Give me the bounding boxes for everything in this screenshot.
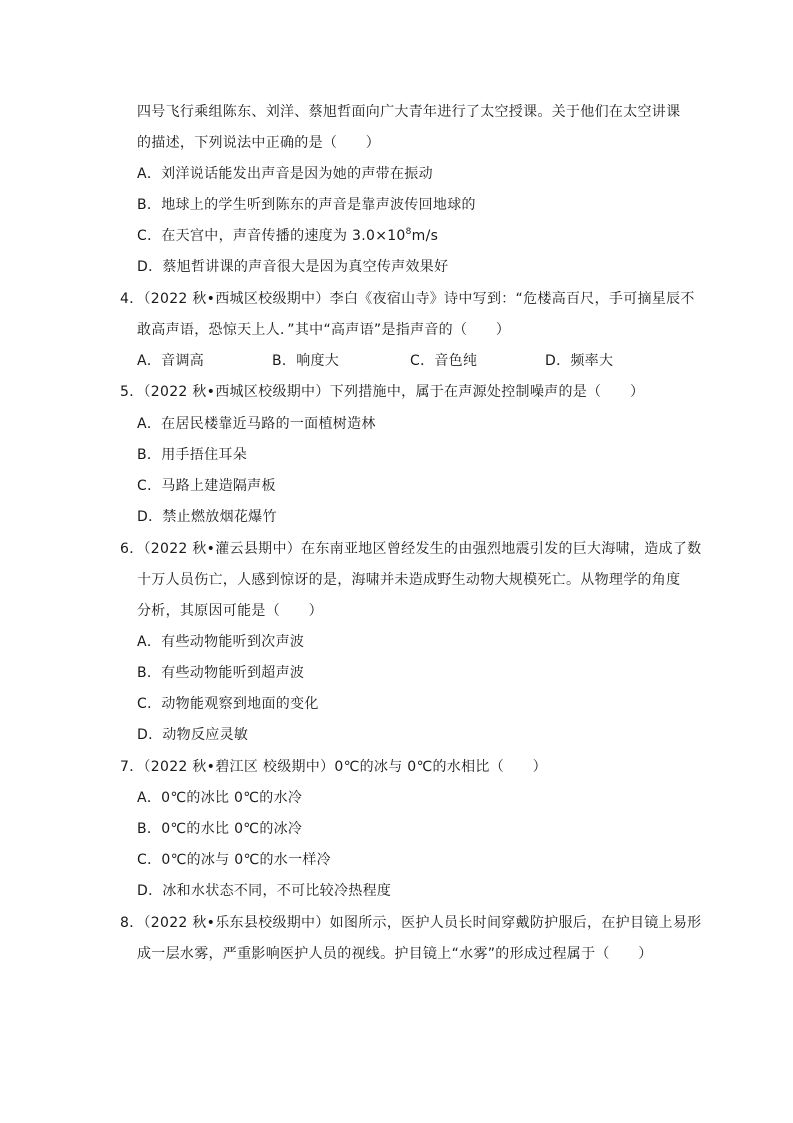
q4-option-a: A．音调高 <box>137 353 205 369</box>
q6-option-c: C．动物能观察到地面的变化 <box>137 696 319 712</box>
q7-option-c: C．0℃的冰与 0℃的水一样冷 <box>137 852 331 868</box>
q6-option-d: D．动物反应灵敏 <box>137 727 249 743</box>
q3-stem-line1: 四号飞行乘组陈东、刘洋、蔡旭哲面向广大青年进行了太空授课。关于他们在太空讲课 <box>137 104 681 120</box>
q6-stem-line2: 十万人员伤亡，人感到惊讶的是，海啸并未造成野生动物大规模死亡。从物理学的角度 <box>137 572 681 588</box>
q5-option-c: C．马路上建造隔声板 <box>137 478 276 494</box>
q5-option-d: D．禁止燃放烟花爆竹 <box>137 509 277 525</box>
q3-option-c <box>137 226 438 246</box>
q3-option-c-exponent: 8 <box>405 227 412 237</box>
q7-stem-line1: 7．（2022 秋•碧江区 校级期中）0℃的冰与 0℃的水相比（ ） <box>120 759 547 775</box>
q4-stem-line2: 敢高声语，恐惊天上人．”其中“高声语”是指声音的（ ） <box>137 322 511 338</box>
q6-option-b: B．有些动物能听到超声波 <box>137 665 305 681</box>
q4-stem-line1: 4．（2022 秋•西城区校级期中）李白《夜宿山寺》诗中写到：“危楼高百尺，手可摘星辰不 <box>120 291 695 307</box>
q5-option-a: A．在居民楼靠近马路的一面植树造林 <box>137 416 376 432</box>
q4-option-b: B．响度大 <box>272 353 340 369</box>
q4-option-d: D．频率大 <box>545 353 614 369</box>
q7-option-d: D．冰和水状态不同，不可比较冷热程度 <box>137 883 392 899</box>
q6-stem-line3: 分析，其原因可能是（ ） <box>137 603 323 619</box>
q8-stem-line2: 成一层水雾，严重影响医护人员的视线。护目镜上“水雾”的形成过程属于（ ） <box>137 946 653 962</box>
q3-option-a: A．刘洋说话能发出声音是因为她的声带在振动 <box>137 166 433 182</box>
q3-option-c-text: C．在天宫中，声音传播的速度为 3.0×10 <box>137 228 406 244</box>
q3-stem-line2: 的描述，下列说法中正确的是（ ） <box>137 135 381 151</box>
q3-option-c-unit: m/s <box>411 228 439 244</box>
q4-option-c: C．音色纯 <box>410 353 478 369</box>
q5-stem-line1: 5．（2022 秋•西城区校级期中）下列措施中，属于在声源处控制噪声的是（ ） <box>120 384 645 400</box>
q7-option-b: B．0℃的水比 0℃的冰冷 <box>137 821 303 837</box>
q6-option-a: A．有些动物能听到次声波 <box>137 634 305 650</box>
q8-stem-line1: 8．（2022 秋•乐东县校级期中）如图所示，医护人员长时间穿戴防护服后，在护目镜上易形 <box>120 915 702 931</box>
q3-option-b: B．地球上的学生听到陈东的声音是靠声波传回地球的 <box>137 197 476 213</box>
q6-stem-line1: 6．（2022 秋•灌云县期中）在东南亚地区曾经发生的由强烈地震引发的巨大海啸，造成了数 <box>120 541 702 557</box>
q5-option-b: B．用手捂住耳朵 <box>137 447 248 463</box>
q3-option-d: D．蔡旭哲讲课的声音很大是因为真空传声效果好 <box>137 259 449 275</box>
q7-option-a: A．0℃的冰比 0℃的水冷 <box>137 790 303 806</box>
